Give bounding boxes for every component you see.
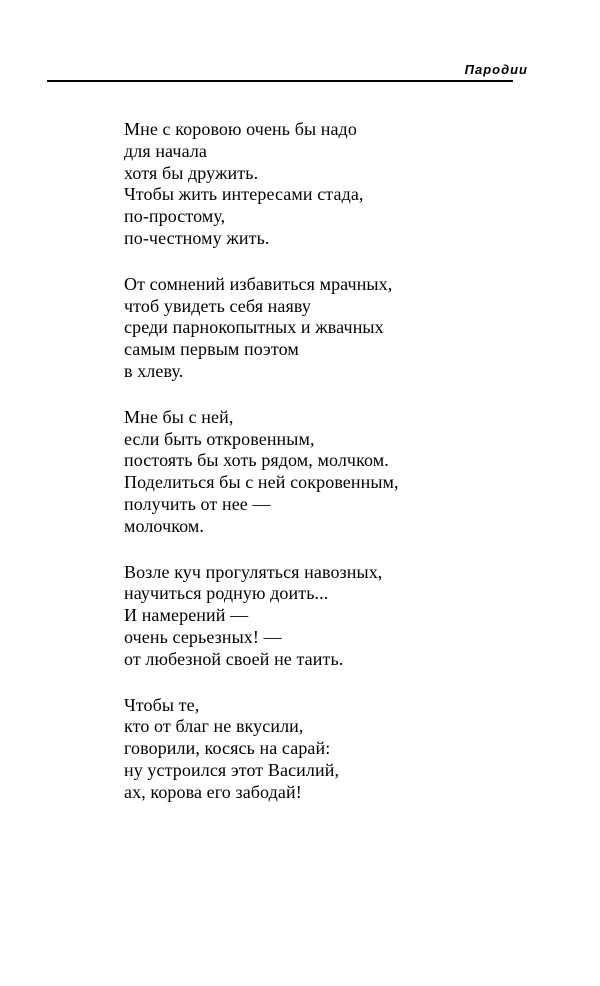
stanza-5 — [124, 695, 524, 804]
poem-line: по-простому, — [124, 206, 226, 227]
poem-line: И намерений — — [124, 605, 249, 626]
poem-line: Мне бы с ней, — [124, 406, 234, 427]
poem-line: хотя бы дружить. — [124, 162, 259, 183]
poem-line: Поделиться бы с ней сокровенным, — [124, 472, 399, 493]
header-rule — [47, 80, 513, 82]
stanza-3 — [124, 407, 524, 538]
poem-line: самым первым поэтом — [124, 339, 299, 360]
poem-line: очень серьезных! — — [124, 626, 282, 647]
stanza-1 — [124, 119, 524, 250]
poem-line: научиться родную доить... — [124, 583, 329, 604]
poem-line: если быть откровенным, — [124, 428, 315, 449]
poem-line: Возле куч прогуляться навозных, — [124, 561, 383, 582]
poem-line: Мне с коровою очень бы надо — [124, 119, 357, 139]
poem-line: в хлеву. — [124, 360, 184, 381]
poem — [124, 119, 524, 828]
stanza-2 — [124, 274, 524, 383]
poem-line: кто от благ не вкусили, — [124, 716, 304, 737]
poem-line: среди парнокопытных и жвачных — [124, 317, 384, 338]
poem-line: Чтобы те, — [124, 694, 200, 715]
running-head: Пародии — [464, 62, 528, 77]
poem-line: чтоб увидеть себя наяву — [124, 295, 311, 316]
poem-line: постоять бы хоть рядом, молчком. — [124, 450, 389, 471]
poem-line: от любезной своей не таить. — [124, 648, 344, 669]
stanza-4 — [124, 562, 524, 671]
poem-line: ах, корова его забодай! — [124, 781, 302, 802]
poem-line: говорили, косясь на сарай: — [124, 738, 331, 759]
poem-line: молочком. — [124, 515, 205, 536]
poem-line: получить от нее — — [124, 493, 271, 514]
poem-line: От сомнений избавиться мрачных, — [124, 273, 393, 294]
poem-line: по-честному жить. — [124, 227, 270, 248]
poem-line: ну устроился этот Василий, — [124, 759, 340, 780]
poem-line: Чтобы жить интересами стада, — [124, 184, 364, 205]
poem-line: для начала — [124, 140, 207, 161]
